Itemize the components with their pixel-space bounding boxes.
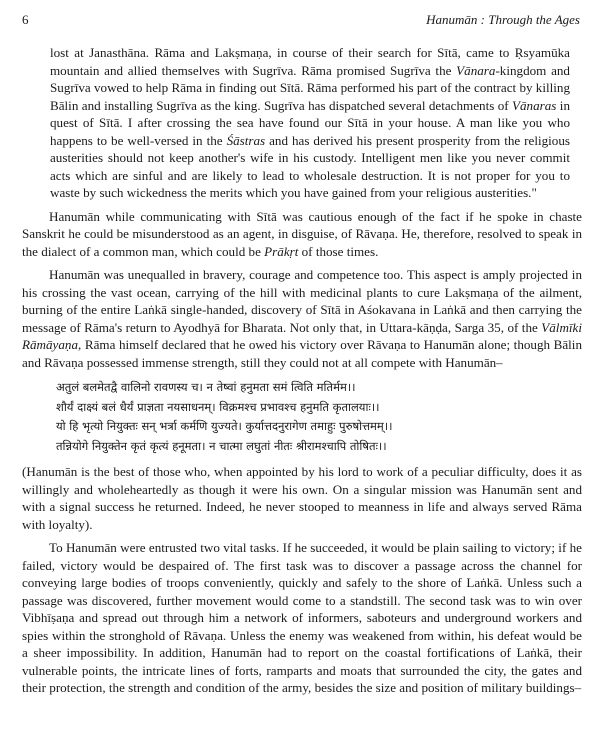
italic-term: Prākṛt (264, 243, 299, 259)
italic-term: Vānara (456, 62, 496, 78)
paragraph-tasks: To Hanumān were entrusted two vital tasks. If he succeeded, it would be plain sailing to victory; if he failed, victory would be despaired of. The first task was to discover a passage across the channel for conveying large bodies of troops conveniently, quickly and safely to the shore of Laṅkā. Unless such a passage was discovered, further movement would come to a standstill. The second task was to win over Vibhīṣaṇa and spread out through him a network of informers, saboteurs and underground workers and spies within the stronghold of Rāvaṇa. Unless the enemy was weakened from within, his defeat would be a sheer impossibility. In addition, Hanumān had to report on the coastal fortifications of Laṅkā, their vulnerable points, the intricate lines of forts, ramparts and moats that surrounded the city, the gates and their protection, the strength and condition of the army, besides the size and position of military buildings– (22, 540, 582, 695)
italic-term: Vānaras (512, 97, 557, 113)
text-run: of those times. (298, 243, 379, 259)
verse-line: यो हि भृत्यो नियुक्तः सन् भर्त्रा कर्मणि युज्यते। कुर्यात्तदनुरागेण तमाहुः पुरुषोत्तमम्।। (56, 419, 393, 433)
text-run: Rāma himself declared that he owed his victory over Rāvaṇa to Hanumān alone; though Bālin and Rāvaṇa possessed immense strength, still they could not at all compete with Hanumān– (22, 337, 582, 370)
page-number: 6 (22, 12, 29, 27)
verse-line: अतुलं बलमेतद्वै वालिनो रावणस्य च। न तेष्वां हनुमता समं त्विति मतिर्मम।। (56, 380, 356, 394)
text-run: lost at Janasthāna. Rāma and Lakṣmaṇa, in course of their search for Sītā, came to Ṛsyamūka mountain and allied themselves with Sugrīva. Rāma promised Sugrīva the (50, 45, 570, 78)
text-run: -kingdom and Sugrīva vowed to help Rāma in finding out Sītā. Rāma performed his part of the contract by killing Bālin and installing Sugrīva as the king. Sugrīva has dispatched several detachments of (50, 62, 571, 113)
running-title: Hanumān : Through the Ages (426, 12, 580, 27)
quote-paragraph (22, 44, 582, 202)
verse-line: शौर्यं दाक्ष्यं बलं धैर्यं प्राज्ञता नयसाधनम्। विक्रमश्च प्रभावश्च हनुमति कृतालयाः।। (56, 399, 380, 414)
text-run: Hanumān was unequalled in bravery, courage and competence too. This aspect is amply projected in his crossing the vast ocean, carrying of the hill with medicinal plants to cure Lakṣmaṇa of the ailment, burning of the entire Laṅkā single-handed, discovery of Sītā in Aśokavana in Laṅkā and then carrying the message of Rāma's return to Ayodhyā for Bharata. Not only that, in Uttara-kāṇḍa, Sarga 35, of the (22, 267, 582, 335)
text-run: and has derived his present prosperity from the religious austerities should not keep another's wife in his custody. Intelligent men like you never commit acts which are sinful and are likely to lead to wholesale destruction. It is not proper for you to waste by such wickedness the merits which you have gained from your religious austerities." (50, 132, 570, 200)
italic-term: Vālmīki Rāmāyaṇa, (22, 319, 582, 352)
verse-translation: (Hanumān is the best of those who, when appointed by his lord to work of a peculiar difficulty, does it as willingly and wholeheartedly as though it were his own. On a singular mission was Hanumān sent and with a signal success he returned. Indeed, he never stooped to meanness in life and always served Rāma with loyalty). (22, 464, 582, 532)
italic-term: Śāstras (226, 132, 266, 148)
paragraph-dialect (22, 208, 582, 261)
text-run: in quest of Sītā. I after crossing the sea have found our Sītā in your house. A man like you who happens to be well-versed in the (50, 97, 570, 148)
sanskrit-verses (56, 378, 582, 456)
paragraph-bravery (22, 266, 582, 371)
text-run: Hanumān while communicating with Sītā was cautious enough of the fact if he spoke in chaste Sanskrit he could be misunderstood as an agent, in disguise, of Rāvaṇa. He, therefore, resolved to speak in the dialect of a common man, which could be (22, 208, 582, 259)
page-body (22, 44, 582, 697)
verse-line: तन्नियोगे नियुक्तेन कृतं कृत्यं हनूमता। न चात्मा लघुतां नीतः श्रीरामश्चापि तोषितः।। (56, 438, 387, 453)
